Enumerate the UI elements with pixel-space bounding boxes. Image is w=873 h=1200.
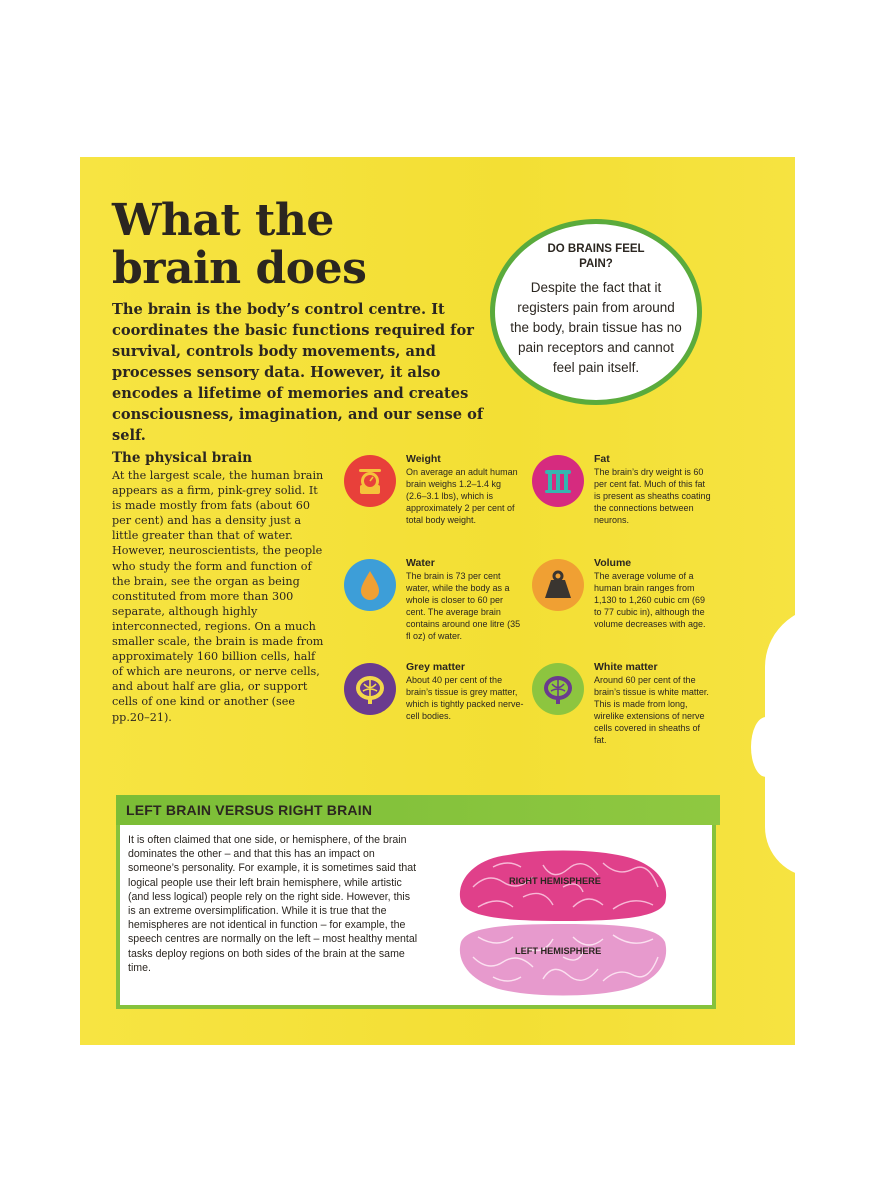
scale-icon — [344, 455, 396, 507]
right-hemisphere-label: RIGHT HEMISPHERE — [509, 876, 601, 886]
fact-title: Grey matter — [406, 661, 465, 673]
brain-illustration — [453, 847, 673, 997]
left-right-brain-text: It is often claimed that one side, or hemisphere, of the brain dominates the other – and that this has an impact on someone’s personality. For example, it is sometimes said that logical people use their left brain hemisphere, while artistic (and less logical) people rely on the right side. However, this is an extreme oversimplification. While it is true that the hemispheres are not identical in function – for example, the speech centres are normally on the left – most healthy mental tasks deploy regions on both sides of the brain at the same time. — [128, 834, 418, 974]
left-hemisphere-shape — [460, 924, 666, 996]
weight-icon — [532, 559, 584, 611]
left-hemisphere-label: LEFT HEMISPHERE — [515, 946, 602, 956]
fact-text: The brain’s dry weight is 60 per cent fat. Much of this fat is present as sheaths coating the connections between neurons. — [594, 467, 711, 525]
pain-callout — [490, 219, 702, 405]
fact-text: The brain is 73 per cent water, while the body as a whole is closer to 60 per cent. The average brain contains around one litre (35 fl oz) of water. — [406, 571, 521, 641]
fact-text: On average an adult human brain weighs 1.2–1.4 kg (2.6–3.1 lbs), which is approximately 2 per cent of total body weight. — [406, 467, 518, 525]
brain-section-icon — [532, 663, 584, 715]
book-page — [80, 157, 795, 1045]
pain-callout-text: Despite the fact that it registers pain from around the body, brain tissue has no pain receptors and cannot feel pain itself. — [510, 280, 682, 375]
intro-paragraph: The brain is the body’s control centre. It coordinates the basic functions required for survival, controls body movements, and processes sensory data. However, it also encodes a lifetime of memories and creates consciousness, imagination, and our sense of self. — [112, 301, 484, 444]
left-right-brain-title: LEFT BRAIN VERSUS RIGHT BRAIN — [126, 802, 373, 818]
fat-icon — [532, 455, 584, 507]
fact-text: About 40 per cent of the brain’s tissue is grey matter, which is tightly packed nerve-cell bodies. — [406, 675, 524, 721]
fact-title: Volume — [594, 557, 632, 569]
fact-title: Fat — [594, 453, 610, 465]
fact-title: Water — [406, 557, 435, 569]
brain-section-icon — [344, 663, 396, 715]
title-line-2: brain does — [112, 243, 367, 294]
fact-text: Around 60 per cent of the brain’s tissue is white matter. This is made from long, wirelike extensions of nerve cells covered in sheaths of fat. — [594, 675, 709, 745]
left-right-brain-header — [116, 795, 720, 825]
fact-title: White matter — [594, 661, 658, 673]
physical-brain-body: At the largest scale, the human brain appears as a firm, pink-grey solid. It is made mostly from fats (about 60 per cent) and has a density just a little greater than that of water. However, neuroscientists, the people who study the form and function of the brain, see the organ as being constituted from more than 300 separate, although highly interconnected, regions. On a much smaller scale, the brain is made from approximately 160 billion cells, half of which are neurons, or nerve cells, and about half are glia, or support cells of one kind or another (see pp.20–21). — [112, 469, 324, 724]
fact-title: Weight — [406, 453, 441, 465]
fact-text: The average volume of a human brain ranges from 1,130 to 1,260 cubic cm (69 to 77 cubic in), although the volume decreases with age. — [594, 571, 706, 629]
brain-hemispheres-illustration — [453, 847, 673, 997]
page-title — [112, 197, 472, 293]
physical-brain-heading: The physical brain — [112, 450, 253, 466]
water-drop-icon — [344, 559, 396, 611]
title-line-1: What the — [112, 195, 334, 246]
pain-callout-title: DO BRAINS FEEL PAIN? — [547, 243, 645, 270]
head-silhouette — [765, 607, 795, 877]
left-right-brain-box — [116, 795, 716, 1009]
